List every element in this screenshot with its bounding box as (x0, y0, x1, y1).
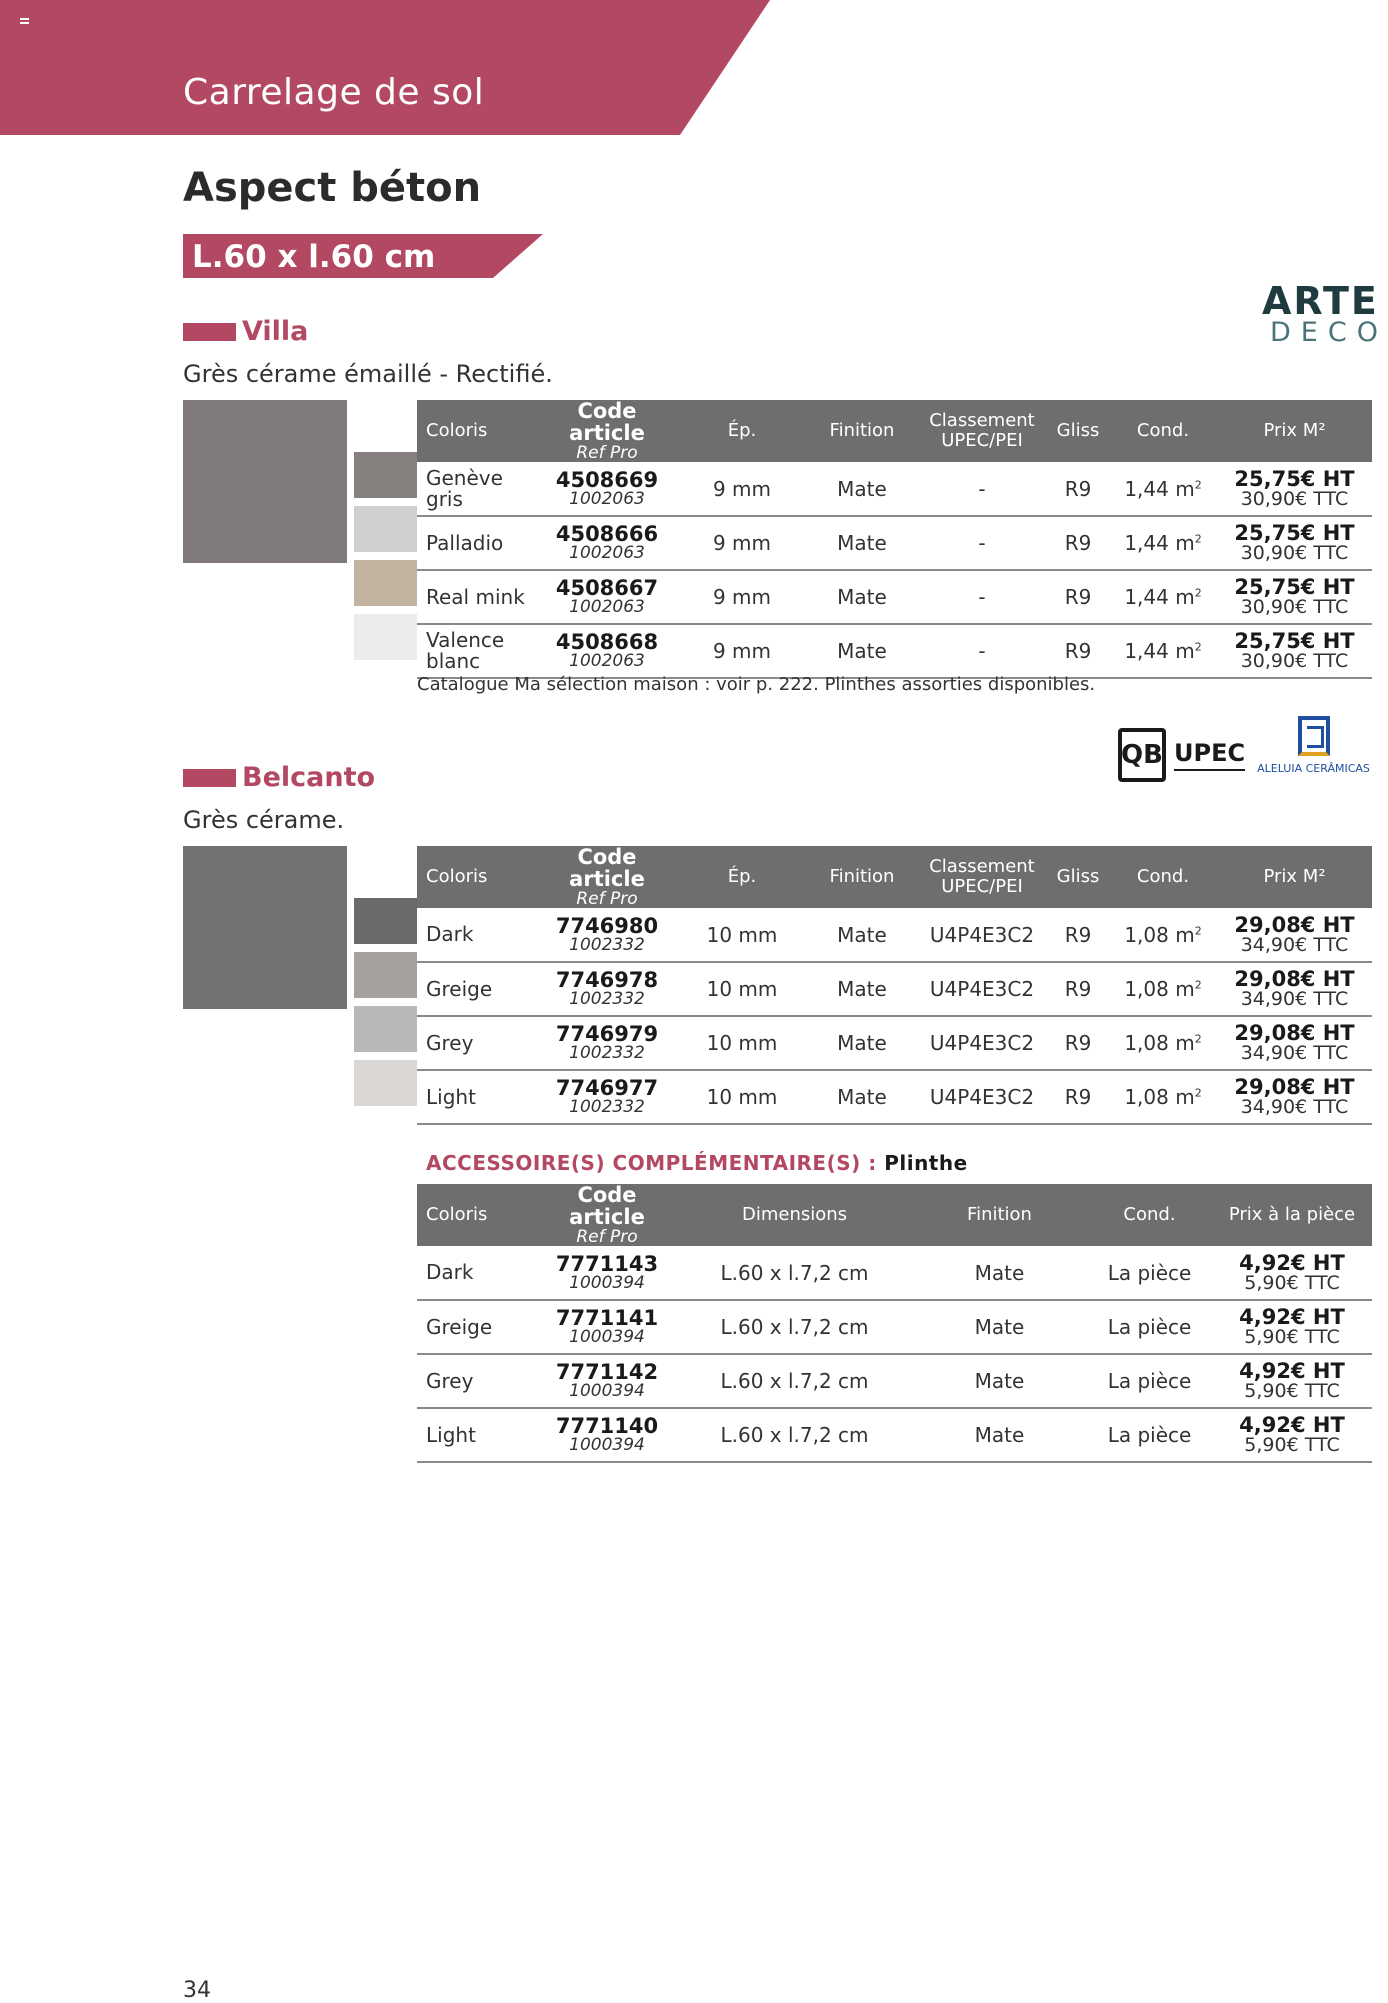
row-cond: 1,44 $m^2$ (1109, 516, 1217, 570)
col-prix: Prix à la pièce (1212, 1184, 1372, 1246)
col-code: Code article Ref Pro (537, 400, 677, 462)
villa-name: Villa (242, 316, 309, 347)
row-cond: 1,08 $m^2$ (1109, 1070, 1217, 1124)
row-classement: - (917, 462, 1047, 516)
col-coloris: Coloris (417, 400, 537, 462)
row-gliss: R9 (1047, 962, 1109, 1016)
row-code: 7771143 1000394 (537, 1246, 677, 1300)
table-row (417, 962, 1372, 1016)
page-number: 34 (183, 1978, 211, 2003)
row-code: 7746980 1002332 (537, 908, 677, 962)
villa-note: Catalogue Ma sélection maison : voir p. 222. Plinthes assorties disponibles. (417, 674, 1096, 695)
arte-logo-bottom: DECO (1270, 317, 1388, 348)
villa-subtitle: Grès cérame émaillé - Rectifié. (183, 360, 553, 388)
row-prix: 25,75€ HT 30,90€ TTC (1217, 570, 1372, 624)
row-finition: Mate (807, 1070, 917, 1124)
row-prix: 4,92€ HT 5,90€ TTC (1212, 1300, 1372, 1354)
row-ep: 10 mm (677, 1016, 807, 1070)
row-prix: 25,75€ HT 30,90€ TTC (1217, 516, 1372, 570)
row-finition: Mate (807, 1016, 917, 1070)
qb-upec-logo (1118, 728, 1245, 782)
row-color: Palladio (417, 516, 537, 570)
col-coloris: Coloris (417, 1184, 537, 1246)
col-finition: Finition (807, 400, 917, 462)
belcanto-heading (183, 762, 375, 793)
row-color: Light (417, 1070, 537, 1124)
heading-bar (183, 769, 236, 787)
row-cond: 1,44 $m^2$ (1109, 462, 1217, 516)
table-row (417, 570, 1372, 624)
belcanto-swatch-light (354, 1060, 417, 1106)
table-row (417, 1354, 1372, 1408)
row-dimensions: L.60 x l.7,2 cm (677, 1354, 912, 1408)
col-gliss: Gliss (1047, 846, 1109, 908)
villa-swatch-geneve-gris (354, 452, 417, 498)
row-finition: Mate (807, 462, 917, 516)
menu-icon[interactable] (20, 18, 32, 28)
row-ep: 10 mm (677, 1070, 807, 1124)
row-ep: 9 mm (677, 516, 807, 570)
row-code: 7771141 1000394 (537, 1300, 677, 1354)
belcanto-swatch-grey (354, 1006, 417, 1052)
aleluia-label: ALELUIA CERÂMICAS (1257, 762, 1370, 775)
row-gliss: R9 (1047, 624, 1109, 678)
row-cond: La pièce (1087, 1300, 1212, 1354)
row-finition: Mate (807, 962, 917, 1016)
row-gliss: R9 (1047, 516, 1109, 570)
arte-deco-logo (1262, 279, 1388, 348)
row-cond: 1,44 $m^2$ (1109, 570, 1217, 624)
belcanto-name: Belcanto (242, 762, 376, 793)
villa-swatch-valence-blanc (354, 614, 417, 660)
col-code: Code article Ref Pro (537, 1184, 677, 1246)
row-prix: 4,92€ HT 5,90€ TTC (1212, 1408, 1372, 1462)
row-prix: 25,75€ HT 30,90€ TTC (1217, 462, 1372, 516)
villa-main-swatch (183, 400, 347, 563)
row-code: 7746978 1002332 (537, 962, 677, 1016)
row-dimensions: L.60 x l.7,2 cm (677, 1408, 912, 1462)
accessories-title (426, 1151, 968, 1175)
row-cond: 1,44 $m^2$ (1109, 624, 1217, 678)
arte-logo-top: ARTE (1262, 279, 1379, 323)
row-finition: Mate (807, 908, 917, 962)
row-finition: Mate (912, 1246, 1087, 1300)
col-ep: Ép. (677, 400, 807, 462)
col-dimensions: Dimensions (677, 1184, 912, 1246)
accessories-title-label: ACCESSOIRE(S) COMPLÉMENTAIRE(S) : (426, 1151, 877, 1175)
row-dimensions: L.60 x l.7,2 cm (677, 1300, 912, 1354)
row-classement: - (917, 570, 1047, 624)
row-color: Grey (417, 1016, 537, 1070)
row-prix: 29,08€ HT 34,90€ TTC (1217, 962, 1372, 1016)
row-prix: 4,92€ HT 5,90€ TTC (1212, 1246, 1372, 1300)
heading-bar (183, 323, 236, 341)
row-code: 7771142 1000394 (537, 1354, 677, 1408)
row-dimensions: L.60 x l.7,2 cm (677, 1246, 912, 1300)
row-code: 4508668 1002063 (537, 624, 677, 678)
table-row (417, 1016, 1372, 1070)
page-category-title: Carrelage de sol (183, 72, 485, 113)
row-code: 4508667 1002063 (537, 570, 677, 624)
row-ep: 10 mm (677, 962, 807, 1016)
row-finition: Mate (912, 1300, 1087, 1354)
villa-table (417, 400, 1372, 679)
row-prix: 29,08€ HT 34,90€ TTC (1217, 908, 1372, 962)
col-cond: Cond. (1109, 400, 1217, 462)
table-header-row (417, 846, 1372, 908)
row-color: Dark (417, 1246, 537, 1300)
col-finition: Finition (912, 1184, 1087, 1246)
row-gliss: R9 (1047, 570, 1109, 624)
col-classement: Classement UPEC/PEI (917, 400, 1047, 462)
aleluia-mark-icon (1298, 716, 1330, 756)
col-classement: Classement UPEC/PEI (917, 846, 1047, 908)
upec-label: UPEC (1174, 739, 1245, 771)
belcanto-subtitle: Grès cérame. (183, 806, 345, 834)
row-cond: 1,08 $m^2$ (1109, 908, 1217, 962)
villa-heading (183, 316, 308, 347)
row-gliss: R9 (1047, 462, 1109, 516)
table-row (417, 1300, 1372, 1354)
row-cond: La pièce (1087, 1354, 1212, 1408)
col-cond: Cond. (1109, 846, 1217, 908)
row-classement: - (917, 516, 1047, 570)
row-color: Greige (417, 1300, 537, 1354)
row-color: Greige (417, 962, 537, 1016)
row-classement: - (917, 624, 1047, 678)
row-code: 7771140 1000394 (537, 1408, 677, 1462)
col-coloris: Coloris (417, 846, 537, 908)
belcanto-swatch-dark (354, 898, 417, 944)
row-classement: U4P4E3C2 (917, 1070, 1047, 1124)
row-prix: 25,75€ HT 30,90€ TTC (1217, 624, 1372, 678)
row-code: 4508666 1002063 (537, 516, 677, 570)
table-row (417, 516, 1372, 570)
row-prix: 29,08€ HT 34,90€ TTC (1217, 1070, 1372, 1124)
row-color: Real mink (417, 570, 537, 624)
row-color: Light (417, 1408, 537, 1462)
accessories-title-type: Plinthe (884, 1151, 968, 1175)
table-row (417, 908, 1372, 962)
row-gliss: R9 (1047, 1070, 1109, 1124)
section-title: Aspect béton (183, 165, 482, 211)
qb-mark: QB (1118, 728, 1166, 782)
col-gliss: Gliss (1047, 400, 1109, 462)
row-gliss: R9 (1047, 908, 1109, 962)
row-classement: U4P4E3C2 (917, 908, 1047, 962)
belcanto-table (417, 846, 1372, 1125)
row-cond: 1,08 $m^2$ (1109, 1016, 1217, 1070)
row-finition: Mate (807, 624, 917, 678)
col-finition: Finition (807, 846, 917, 908)
row-code: 7746979 1002332 (537, 1016, 677, 1070)
row-code: 7746977 1002332 (537, 1070, 677, 1124)
accessories-table (417, 1184, 1372, 1463)
row-color: Dark (417, 908, 537, 962)
row-ep: 9 mm (677, 570, 807, 624)
table-row (417, 1408, 1372, 1462)
col-prix: Prix M² (1217, 400, 1372, 462)
row-finition: Mate (807, 570, 917, 624)
table-header-row (417, 1184, 1372, 1246)
col-prix: Prix M² (1217, 846, 1372, 908)
table-row (417, 1070, 1372, 1124)
row-finition: Mate (912, 1408, 1087, 1462)
row-classement: U4P4E3C2 (917, 962, 1047, 1016)
row-ep: 10 mm (677, 908, 807, 962)
row-cond: 1,08 $m^2$ (1109, 962, 1217, 1016)
size-label: L.60 x l.60 cm (192, 239, 436, 275)
row-color: Genève gris (417, 462, 537, 516)
row-cond: La pièce (1087, 1246, 1212, 1300)
row-ep: 9 mm (677, 462, 807, 516)
table-header-row (417, 400, 1372, 462)
aleluia-logo (1255, 716, 1372, 775)
villa-swatch-palladio (354, 506, 417, 552)
row-finition: Mate (807, 516, 917, 570)
row-cond: La pièce (1087, 1408, 1212, 1462)
row-prix: 4,92€ HT 5,90€ TTC (1212, 1354, 1372, 1408)
row-gliss: R9 (1047, 1016, 1109, 1070)
row-color: Grey (417, 1354, 537, 1408)
col-ep: Ép. (677, 846, 807, 908)
belcanto-main-swatch (183, 846, 347, 1009)
belcanto-swatch-greige (354, 952, 417, 998)
col-cond: Cond. (1087, 1184, 1212, 1246)
row-finition: Mate (912, 1354, 1087, 1408)
col-code: Code article Ref Pro (537, 846, 677, 908)
row-classement: U4P4E3C2 (917, 1016, 1047, 1070)
table-row (417, 1246, 1372, 1300)
row-color: Valence blanc (417, 624, 537, 678)
header-band (0, 0, 770, 135)
row-code: 4508669 1002063 (537, 462, 677, 516)
table-row (417, 624, 1372, 678)
row-ep: 9 mm (677, 624, 807, 678)
table-row (417, 462, 1372, 516)
villa-swatch-real-mink (354, 560, 417, 606)
row-prix: 29,08€ HT 34,90€ TTC (1217, 1016, 1372, 1070)
